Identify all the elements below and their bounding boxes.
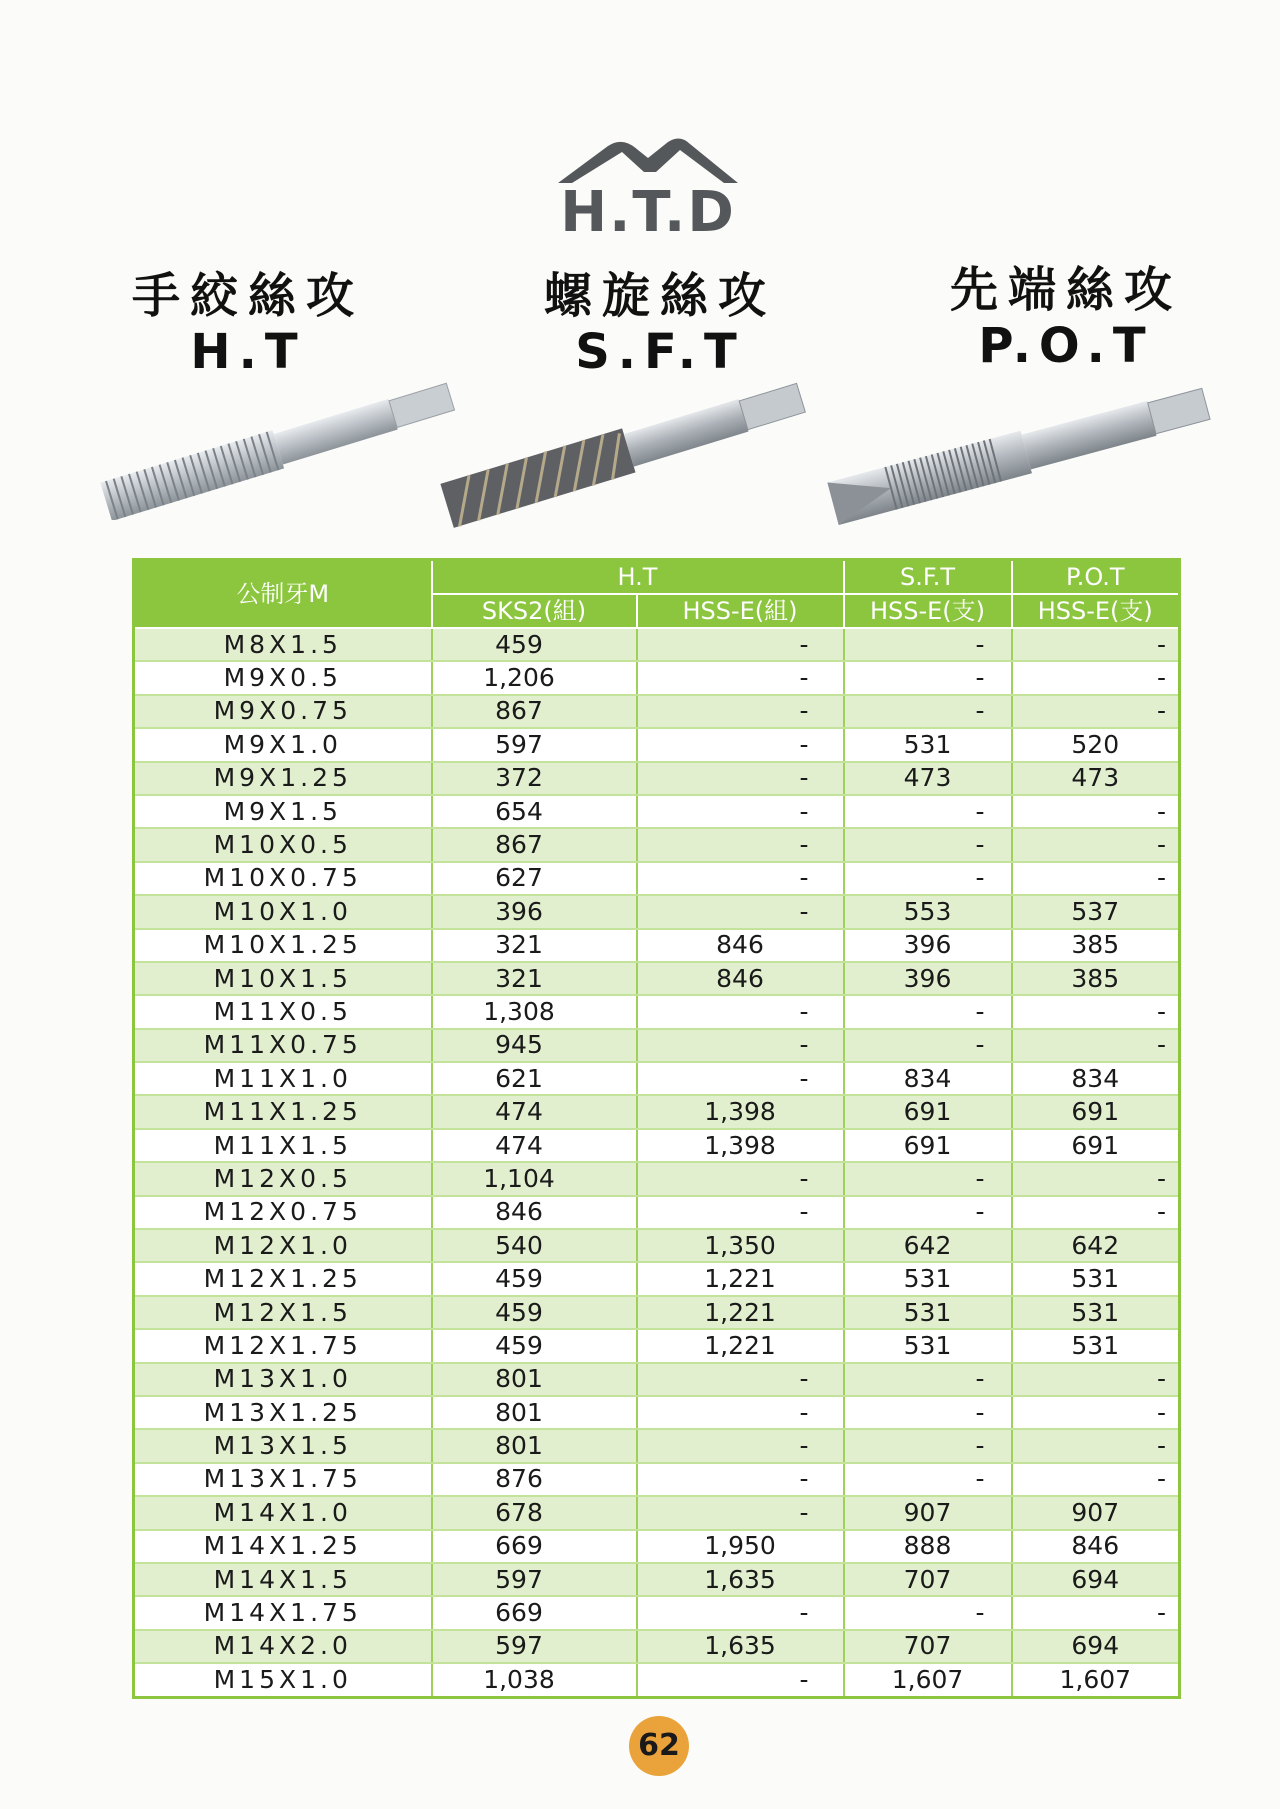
spec-cell: M12X1.0 — [134, 1229, 432, 1262]
ht-hss-price-cell: - — [637, 728, 844, 761]
sft-hss-price-cell: 691 — [844, 1095, 1012, 1128]
sft-hss-price-cell: 396 — [844, 962, 1012, 995]
spec-cell: M11X1.5 — [134, 1129, 432, 1162]
spec-cell: M13X1.25 — [134, 1396, 432, 1429]
sft-hss-price-cell: - — [844, 795, 1012, 828]
sks2-price-cell: 627 — [432, 862, 637, 895]
price-table — [132, 558, 1181, 1699]
sft-hss-price-cell: - — [844, 1196, 1012, 1229]
ht-hss-price-cell: - — [637, 762, 844, 795]
sks2-price-cell: 654 — [432, 795, 637, 828]
pot-hss-price-cell: - — [1012, 1429, 1180, 1462]
pot-hss-price-cell: 907 — [1012, 1496, 1180, 1529]
spec-cell: M10X0.5 — [134, 828, 432, 861]
ht-hss-price-cell: - — [637, 1162, 844, 1195]
table-row — [134, 1563, 1180, 1596]
pot-hss-price-cell: - — [1012, 1029, 1180, 1062]
table-row — [134, 1496, 1180, 1529]
ht-hss-price-cell: - — [637, 795, 844, 828]
spec-cell: M14X1.25 — [134, 1530, 432, 1563]
pot-hss-price-cell: - — [1012, 628, 1180, 661]
pot-hss-price-cell: 1,607 — [1012, 1663, 1180, 1697]
sks2-price-cell: 321 — [432, 929, 637, 962]
ht-hss-price-cell: 1,950 — [637, 1530, 844, 1563]
table-row — [134, 695, 1180, 728]
ht-hss-price-cell: - — [637, 1429, 844, 1462]
table-row — [134, 1062, 1180, 1095]
sks2-price-cell: 669 — [432, 1530, 637, 1563]
sft-hss-price-cell: - — [844, 862, 1012, 895]
pot-hss-price-cell: - — [1012, 1196, 1180, 1229]
pot-hss-price-cell: 694 — [1012, 1563, 1180, 1596]
sks2-price-cell: 945 — [432, 1029, 637, 1062]
pot-hss-price-cell: - — [1012, 695, 1180, 728]
pot-hss-price-cell: - — [1012, 1162, 1180, 1195]
sks2-price-cell: 321 — [432, 962, 637, 995]
spec-cell: M13X1.75 — [134, 1463, 432, 1496]
spiral-tap-image — [438, 362, 828, 532]
spec-cell: M14X2.0 — [134, 1630, 432, 1663]
table-row — [134, 995, 1180, 1028]
pot-hss-price-cell: 642 — [1012, 1229, 1180, 1262]
table-row — [134, 1329, 1180, 1362]
ht-hss-price-cell: - — [637, 1363, 844, 1396]
sks2-price-cell: 540 — [432, 1229, 637, 1262]
pot-hss-price-cell: 846 — [1012, 1530, 1180, 1563]
pot-hss-price-cell: 834 — [1012, 1062, 1180, 1095]
spec-cell: M11X1.0 — [134, 1062, 432, 1095]
spec-cell: M10X1.25 — [134, 929, 432, 962]
sks2-price-cell: 459 — [432, 1296, 637, 1329]
table-row — [134, 1229, 1180, 1262]
pot-hss-price-cell: 473 — [1012, 762, 1180, 795]
spec-cell: M12X0.75 — [134, 1196, 432, 1229]
spec-cell: M13X1.5 — [134, 1429, 432, 1462]
spec-cell: M8X1.5 — [134, 628, 432, 661]
sks2-price-cell: 801 — [432, 1429, 637, 1462]
sks2-price-cell: 459 — [432, 1262, 637, 1295]
pot-hss-price-cell: - — [1012, 1596, 1180, 1629]
pot-hss-price-cell: - — [1012, 862, 1180, 895]
ht-hss-price-cell: - — [637, 862, 844, 895]
sft-hss-price-cell: 553 — [844, 895, 1012, 928]
product-sft-en: S.F.T — [575, 324, 745, 380]
table-row — [134, 862, 1180, 895]
table-row — [134, 1663, 1180, 1697]
point-tap-image — [826, 366, 1226, 536]
sks2-price-cell: 372 — [432, 762, 637, 795]
spec-cell: M12X1.75 — [134, 1329, 432, 1362]
sft-hss-price-cell: 531 — [844, 1329, 1012, 1362]
sft-hss-price-cell: 473 — [844, 762, 1012, 795]
sks2-price-cell: 474 — [432, 1129, 637, 1162]
pot-hss-price-cell: - — [1012, 1463, 1180, 1496]
table-row — [134, 1129, 1180, 1162]
pot-hss-price-cell: 385 — [1012, 929, 1180, 962]
spec-cell: M13X1.0 — [134, 1363, 432, 1396]
sft-hss-price-cell: 531 — [844, 728, 1012, 761]
ht-hss-price-cell: - — [637, 695, 844, 728]
header-sks2: SKS2(組) — [432, 594, 637, 628]
sft-hss-price-cell: - — [844, 1363, 1012, 1396]
spec-cell: M11X1.25 — [134, 1095, 432, 1128]
ht-hss-price-cell: - — [637, 1596, 844, 1629]
table-row — [134, 1463, 1180, 1496]
ht-hss-price-cell: - — [637, 895, 844, 928]
table-row — [134, 1363, 1180, 1396]
ht-hss-price-cell: - — [637, 1496, 844, 1529]
ht-hss-price-cell: - — [637, 661, 844, 694]
sks2-price-cell: 1,206 — [432, 661, 637, 694]
sks2-price-cell: 459 — [432, 628, 637, 661]
product-sft-cn: 螺旋絲攻 — [543, 268, 776, 324]
pot-hss-price-cell: 694 — [1012, 1630, 1180, 1663]
ht-hss-price-cell: - — [637, 1396, 844, 1429]
table-row — [134, 1596, 1180, 1629]
sks2-price-cell: 459 — [432, 1329, 637, 1362]
sft-hss-price-cell: 396 — [844, 929, 1012, 962]
page-number-badge: 62 — [629, 1716, 689, 1776]
spec-cell: M9X1.25 — [134, 762, 432, 795]
spec-cell: M14X1.5 — [134, 1563, 432, 1596]
htd-logo — [548, 128, 748, 248]
table-row — [134, 1196, 1180, 1229]
ht-hss-price-cell: 1,398 — [637, 1095, 844, 1128]
ht-hss-price-cell: 1,221 — [637, 1262, 844, 1295]
sft-hss-price-cell: - — [844, 1429, 1012, 1462]
logo-text: H.T.D — [560, 180, 736, 245]
header-row-top — [134, 560, 1180, 595]
spec-cell: M12X0.5 — [134, 1162, 432, 1195]
spec-cell: M15X1.0 — [134, 1663, 432, 1697]
sft-hss-price-cell: - — [844, 1596, 1012, 1629]
sft-hss-price-cell: - — [844, 1162, 1012, 1195]
product-ht-cn: 手絞絲攻 — [131, 268, 364, 324]
spec-cell: M12X1.25 — [134, 1262, 432, 1295]
ht-hss-price-cell: 1,221 — [637, 1329, 844, 1362]
pot-hss-price-cell: - — [1012, 795, 1180, 828]
pot-hss-price-cell: - — [1012, 828, 1180, 861]
ht-hss-price-cell: - — [637, 1463, 844, 1496]
sks2-price-cell: 867 — [432, 695, 637, 728]
sft-hss-price-cell: - — [844, 1463, 1012, 1496]
ht-hss-price-cell: - — [637, 1663, 844, 1697]
sks2-price-cell: 846 — [432, 1196, 637, 1229]
header-pot-hss: HSS-E(支) — [1012, 594, 1180, 628]
ht-hss-price-cell: - — [637, 1196, 844, 1229]
ht-hss-price-cell: - — [637, 828, 844, 861]
pot-hss-price-cell: - — [1012, 1363, 1180, 1396]
sks2-price-cell: 597 — [432, 728, 637, 761]
sft-hss-price-cell: 707 — [844, 1563, 1012, 1596]
pot-hss-price-cell: 531 — [1012, 1329, 1180, 1362]
table-row — [134, 929, 1180, 962]
pot-hss-price-cell: - — [1012, 995, 1180, 1028]
sks2-price-cell: 678 — [432, 1496, 637, 1529]
sks2-price-cell: 597 — [432, 1563, 637, 1596]
pot-hss-price-cell: - — [1012, 661, 1180, 694]
sft-hss-price-cell: 531 — [844, 1262, 1012, 1295]
pot-hss-price-cell: 531 — [1012, 1296, 1180, 1329]
sft-hss-price-cell: - — [844, 995, 1012, 1028]
table-row — [134, 1262, 1180, 1295]
table-row — [134, 661, 1180, 694]
sft-hss-price-cell: 888 — [844, 1530, 1012, 1563]
table-row — [134, 962, 1180, 995]
header-sft: S.F.T — [844, 560, 1012, 595]
price-table-body — [134, 628, 1180, 1697]
sks2-price-cell: 669 — [432, 1596, 637, 1629]
spec-cell: M10X1.0 — [134, 895, 432, 928]
product-pot — [946, 262, 1186, 374]
sks2-price-cell: 597 — [432, 1630, 637, 1663]
sft-hss-price-cell: - — [844, 1396, 1012, 1429]
pot-hss-price-cell: 520 — [1012, 728, 1180, 761]
table-row — [134, 762, 1180, 795]
table-row — [134, 1162, 1180, 1195]
sft-hss-price-cell: - — [844, 828, 1012, 861]
sft-hss-price-cell: - — [844, 1029, 1012, 1062]
sks2-price-cell: 801 — [432, 1396, 637, 1429]
table-row — [134, 1029, 1180, 1062]
table-row — [134, 1296, 1180, 1329]
pot-hss-price-cell: 691 — [1012, 1095, 1180, 1128]
table-row — [134, 628, 1180, 661]
ht-hss-price-cell: - — [637, 1062, 844, 1095]
pot-hss-price-cell: 691 — [1012, 1129, 1180, 1162]
ht-hss-price-cell: 1,221 — [637, 1296, 844, 1329]
table-row — [134, 828, 1180, 861]
spec-cell: M9X1.5 — [134, 795, 432, 828]
table-row — [134, 728, 1180, 761]
spec-cell: M9X1.0 — [134, 728, 432, 761]
ht-hss-price-cell: - — [637, 1029, 844, 1062]
ht-hss-price-cell: 1,635 — [637, 1630, 844, 1663]
sft-hss-price-cell: 642 — [844, 1229, 1012, 1262]
table-row — [134, 1429, 1180, 1462]
sks2-price-cell: 1,308 — [432, 995, 637, 1028]
sks2-price-cell: 801 — [432, 1363, 637, 1396]
product-ht-en: H.T — [190, 324, 306, 380]
ht-hss-price-cell: 1,398 — [637, 1129, 844, 1162]
table-row — [134, 1630, 1180, 1663]
header-sft-hss: HSS-E(支) — [844, 594, 1012, 628]
sks2-price-cell: 1,104 — [432, 1162, 637, 1195]
sft-hss-price-cell: 531 — [844, 1296, 1012, 1329]
spec-cell: M11X0.5 — [134, 995, 432, 1028]
header-ht-hss: HSS-E(組) — [637, 594, 844, 628]
sft-hss-price-cell: 691 — [844, 1129, 1012, 1162]
sks2-price-cell: 1,038 — [432, 1663, 637, 1697]
spec-cell: M14X1.75 — [134, 1596, 432, 1629]
pot-hss-price-cell: - — [1012, 1396, 1180, 1429]
header-pot: P.O.T — [1012, 560, 1180, 595]
hand-tap-image — [96, 360, 480, 520]
sks2-price-cell: 867 — [432, 828, 637, 861]
spec-cell: M12X1.5 — [134, 1296, 432, 1329]
sks2-price-cell: 474 — [432, 1095, 637, 1128]
ht-hss-price-cell: 1,350 — [637, 1229, 844, 1262]
spec-cell: M9X0.75 — [134, 695, 432, 728]
table-row — [134, 1396, 1180, 1429]
table-row — [134, 1095, 1180, 1128]
table-row — [134, 795, 1180, 828]
ht-hss-price-cell: - — [637, 995, 844, 1028]
spec-cell: M10X1.5 — [134, 962, 432, 995]
pot-hss-price-cell: 537 — [1012, 895, 1180, 928]
sft-hss-price-cell: 834 — [844, 1062, 1012, 1095]
ht-hss-price-cell: - — [637, 628, 844, 661]
product-pot-cn: 先端絲攻 — [949, 262, 1182, 318]
spec-cell: M9X0.5 — [134, 661, 432, 694]
ht-hss-price-cell: 1,635 — [637, 1563, 844, 1596]
spec-cell: M10X0.75 — [134, 862, 432, 895]
sft-hss-price-cell: - — [844, 695, 1012, 728]
ht-hss-price-cell: 846 — [637, 929, 844, 962]
table-row — [134, 1530, 1180, 1563]
spec-cell: M11X0.75 — [134, 1029, 432, 1062]
pot-hss-price-cell: 385 — [1012, 962, 1180, 995]
sks2-price-cell: 876 — [432, 1463, 637, 1496]
header-ht: H.T — [432, 560, 844, 595]
spec-cell: M14X1.0 — [134, 1496, 432, 1529]
sft-hss-price-cell: - — [844, 661, 1012, 694]
product-pot-en: P.O.T — [978, 318, 1154, 374]
header-spec: 公制牙M — [134, 560, 432, 629]
sft-hss-price-cell: - — [844, 628, 1012, 661]
ht-hss-price-cell: 846 — [637, 962, 844, 995]
sft-hss-price-cell: 907 — [844, 1496, 1012, 1529]
pot-hss-price-cell: 531 — [1012, 1262, 1180, 1295]
table-row — [134, 895, 1180, 928]
sft-hss-price-cell: 707 — [844, 1630, 1012, 1663]
sft-hss-price-cell: 1,607 — [844, 1663, 1012, 1697]
sks2-price-cell: 621 — [432, 1062, 637, 1095]
sks2-price-cell: 396 — [432, 895, 637, 928]
